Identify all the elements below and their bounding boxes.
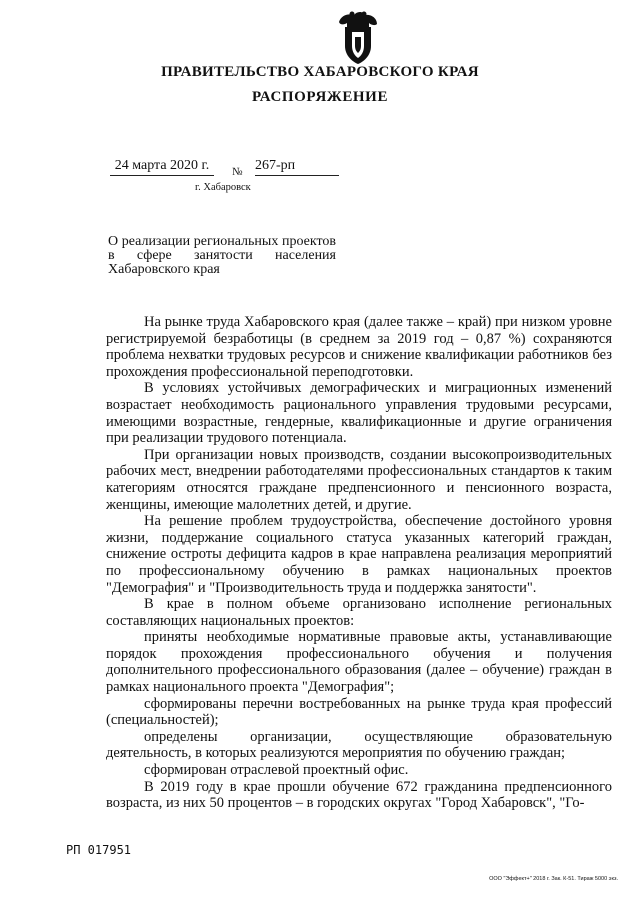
coat-of-arms-icon	[327, 8, 389, 66]
paragraph: На рынке труда Хабаровского края (далее также – край) при низком уровне регистрируемой безработицы (в среднем за 2019 год – 0,87 %) сохраняются проблема нехватки трудовых ресурсов и снижение квалификации работников без прохождения профессиональной переподготовки.	[106, 314, 612, 380]
paragraph: При организации новых производств, создании высокопроизводительных рабочих мест, внедрении работодателями профессиональных стандартов к таким категориям относятся граждане предпенсионного и пенсионного возраста, женщины, имеющие малолетних детей, и другие.	[106, 446, 612, 513]
government-title: ПРАВИТЕЛЬСТВО ХАБАРОВСКОГО КРАЯ	[161, 64, 479, 80]
paragraph: На решение проблем трудоустройства, обеспечение достойного уровня жизни, поддержание социального статуса указанных категорий граждан, снижение остроты дефицита кадров в крае направлена реализация мероприятий по профессиональному обучению в рамках национальных проектов "Демография" и "Производительность труда и поддержка занятости".	[106, 513, 612, 596]
paragraph: определены организации, осуществляющие образовательную деятельность, в которых реализуются мероприятия по обучению граждан;	[106, 728, 612, 762]
document-subject: О реализации региональных проектов в сфере занятости населения Хабаровского края	[108, 234, 336, 277]
document-date: 24 марта 2020 г.	[110, 158, 214, 176]
paragraph: В крае в полном объеме организовано исполнение региональных составляющих национальных проектов:	[106, 596, 612, 629]
number-sign: №	[232, 166, 243, 178]
document-number: 267-рп	[255, 158, 339, 176]
paragraph: сформирован отраслевой проектный офис.	[144, 762, 409, 779]
paragraph: В условиях устойчивых демографических и миграционных изменений возрастает необходимость рационального управления трудовыми ресурсами, имеющими возрастные, гендерные, квалификационные и другие ограничения при реализации трудового потенциала.	[106, 380, 612, 447]
paragraph: В 2019 году в крае прошли обучение 672 гражданина предпенсионного возраста, из них 50 процентов – в городских округах "Город Хабаровск", "Го-	[106, 778, 612, 812]
document-body	[106, 314, 612, 812]
paragraph: приняты необходимые нормативные правовые акты, устанавливающие порядок прохождения профессионального обучения и получения дополнительного профессионального образования (далее – обучение) граждан в рамках национального проекта "Демография";	[106, 629, 612, 696]
printer-imprint: ООО "Эффект+" 2018 г. Зак. К-51. Тираж 5000 экз.	[489, 876, 618, 882]
paragraph: сформированы перечни востребованных на рынке труда края профессий (специальностей);	[106, 695, 612, 729]
form-code: РП 017951	[66, 843, 132, 857]
document-type: РАСПОРЯЖЕНИЕ	[251, 89, 389, 105]
document-city: г. Хабаровск	[195, 182, 251, 193]
